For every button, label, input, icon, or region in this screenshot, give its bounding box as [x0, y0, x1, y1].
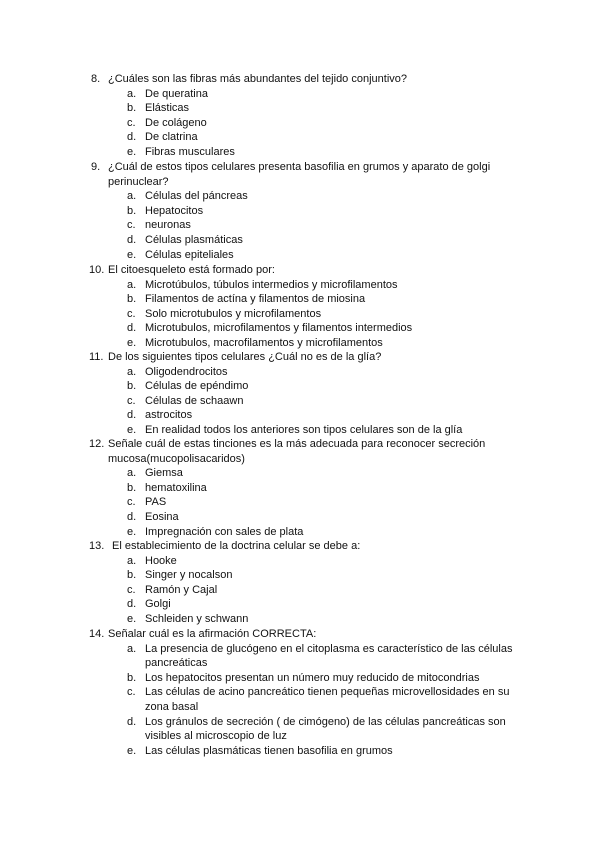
option [91, 671, 531, 686]
option [91, 321, 531, 336]
option [91, 233, 531, 248]
option-letter: d. [127, 598, 137, 611]
option-text: De clatrina [145, 131, 198, 144]
option [91, 481, 531, 496]
option [91, 87, 531, 102]
option-letter: b. [127, 380, 137, 393]
question-text: De los siguientes tipos celulares ¿Cuál no es de la glía? [108, 351, 382, 363]
option [91, 554, 531, 569]
option [91, 130, 531, 145]
option [91, 218, 531, 233]
option-letter: a. [127, 190, 137, 203]
option [91, 145, 531, 160]
option [91, 466, 531, 481]
question-number: 13. [89, 540, 105, 552]
option-list [91, 278, 531, 351]
option-letter: a. [127, 278, 137, 291]
option-letter: e. [127, 336, 137, 349]
question-number: 12. [89, 438, 105, 450]
option-text: Células de schaawn [145, 394, 244, 407]
option [91, 116, 531, 131]
option-text: Microtubulos, macrofilamentos y microfilamentos [145, 336, 383, 349]
option-text: La presencia de glucógeno en el citoplasma es característico de las células pancreáticas [145, 642, 513, 670]
option-letter: c. [127, 116, 136, 129]
option [91, 744, 531, 759]
option-text: Células epiteliales [145, 248, 234, 261]
option-letter: d. [127, 715, 137, 728]
option-text: Elásticas [145, 102, 190, 115]
option-letter: c. [127, 219, 136, 232]
option-text: hematoxilina [145, 481, 207, 494]
option-letter: c. [127, 394, 136, 407]
option-text: Hooke [145, 554, 177, 567]
option-text: Singer y nocalson [145, 569, 233, 582]
question-12 [91, 437, 531, 539]
option-text: Eosina [145, 510, 179, 523]
option-letter: e. [127, 612, 137, 625]
option-text: Células del páncreas [145, 190, 248, 203]
option [91, 292, 531, 307]
option [91, 642, 531, 671]
option-letter: b. [127, 569, 137, 582]
option-letter: b. [127, 102, 137, 115]
option-text: Ramón y Cajal [145, 583, 218, 596]
option-text: PAS [145, 496, 167, 509]
option-list [91, 554, 531, 627]
option-text: Solo microtubulos y microfilamentos [145, 307, 322, 320]
option-text: astrocitos [145, 409, 193, 422]
option-text: Las células de acino pancreático tienen pequeñas microvellosidades en su zona basal [145, 686, 510, 713]
option-list [91, 365, 531, 438]
option [91, 204, 531, 219]
option [91, 423, 531, 438]
option [91, 189, 531, 204]
option-text: Las células plasmáticas tienen basofilia en grumos [145, 744, 393, 757]
option [91, 612, 531, 627]
option [91, 336, 531, 351]
option-letter: a. [127, 642, 137, 655]
question-11 [91, 350, 531, 438]
option-text: De colágeno [145, 116, 207, 129]
option [91, 495, 531, 510]
option-text: Filamentos de actína y filamentos de miosina [145, 293, 366, 306]
option-text: Fibras musculares [145, 145, 235, 158]
option-letter: c. [127, 496, 136, 509]
option [91, 597, 531, 612]
option [91, 583, 531, 598]
option [91, 278, 531, 293]
option-letter: a. [127, 87, 137, 100]
option [91, 307, 531, 322]
question-number: 9. [91, 161, 101, 173]
option-list [91, 87, 531, 160]
option-letter: e. [127, 145, 137, 158]
question-9 [91, 160, 531, 262]
option-text: neuronas [145, 219, 191, 232]
option-list [91, 466, 531, 539]
option-list [91, 642, 531, 759]
option-letter: c. [127, 307, 136, 320]
option-letter: b. [127, 481, 137, 494]
option-text: Los gránulos de secreción ( de cimógeno) de las células pancreáticas son visibles al microscopio de luz [145, 715, 506, 743]
option-letter: a. [127, 467, 137, 480]
option [91, 510, 531, 525]
question-14 [91, 627, 531, 758]
option-letter: d. [127, 233, 137, 246]
option-letter: b. [127, 204, 137, 217]
option-letter: e. [127, 423, 137, 436]
question-number: 10. [89, 264, 105, 276]
option [91, 365, 531, 380]
question-8 [91, 72, 531, 160]
option-text: Oligodendrocitos [145, 365, 228, 378]
option-letter: e. [127, 744, 137, 757]
option-letter: a. [127, 365, 137, 378]
option-text: Giemsa [145, 467, 183, 480]
option [91, 685, 531, 714]
option-text: Microtubulos, microfilamentos y filamentos intermedios [145, 322, 413, 335]
option [91, 394, 531, 409]
option-text: Golgi [145, 598, 171, 611]
option [91, 525, 531, 540]
question-10 [91, 263, 531, 351]
question-text: El citoesqueleto está formado por: [108, 264, 275, 276]
question-text: ¿Cuáles son las fibras más abundantes del tejido conjuntivo? [108, 73, 408, 85]
question-text: Señale cuál de estas tinciones es la más adecuada para reconocer secreción mucosa(mucopolisacaridos) [108, 438, 486, 465]
option [91, 101, 531, 116]
option [91, 715, 531, 744]
option-letter: d. [127, 131, 137, 144]
option-letter: e. [127, 525, 137, 538]
option-text: En realidad todos los anteriores son tipos celulares son de la glía [145, 423, 463, 436]
option-letter: c. [127, 583, 136, 596]
option-text: Hepatocitos [145, 204, 204, 217]
question-number: 14. [89, 628, 105, 640]
option-text: Células de epéndimo [145, 380, 249, 393]
question-text: El establecimiento de la doctrina celular se debe a: [112, 540, 361, 552]
question-number: 8. [91, 73, 101, 85]
option-text: Schleiden y schwann [145, 612, 249, 625]
option [91, 408, 531, 423]
option [91, 568, 531, 583]
option [91, 248, 531, 263]
option-text: Células plasmáticas [145, 233, 243, 246]
option-letter: c. [127, 686, 136, 699]
option-text: Los hepatocitos presentan un número muy reducido de mitocondrias [145, 671, 480, 684]
option-letter: d. [127, 510, 137, 523]
question-13 [91, 539, 531, 627]
option-letter: b. [127, 293, 137, 306]
option [91, 379, 531, 394]
option-text: Impregnación con sales de plata [145, 525, 304, 538]
option-letter: e. [127, 248, 137, 261]
question-number: 11. [89, 351, 104, 363]
option-letter: d. [127, 322, 137, 335]
question-text: Señalar cuál es la afirmación CORRECTA: [108, 628, 317, 640]
option-text: Microtúbulos, túbulos intermedios y microfilamentos [145, 278, 398, 291]
question-text: ¿Cuál de estos tipos celulares presenta basofilia en grumos y aparato de golgi perinuclear? [108, 161, 491, 188]
option-letter: b. [127, 671, 137, 684]
option-list [91, 189, 531, 262]
option-text: De queratina [145, 87, 208, 100]
option-letter: a. [127, 554, 137, 567]
option-letter: d. [127, 409, 137, 422]
